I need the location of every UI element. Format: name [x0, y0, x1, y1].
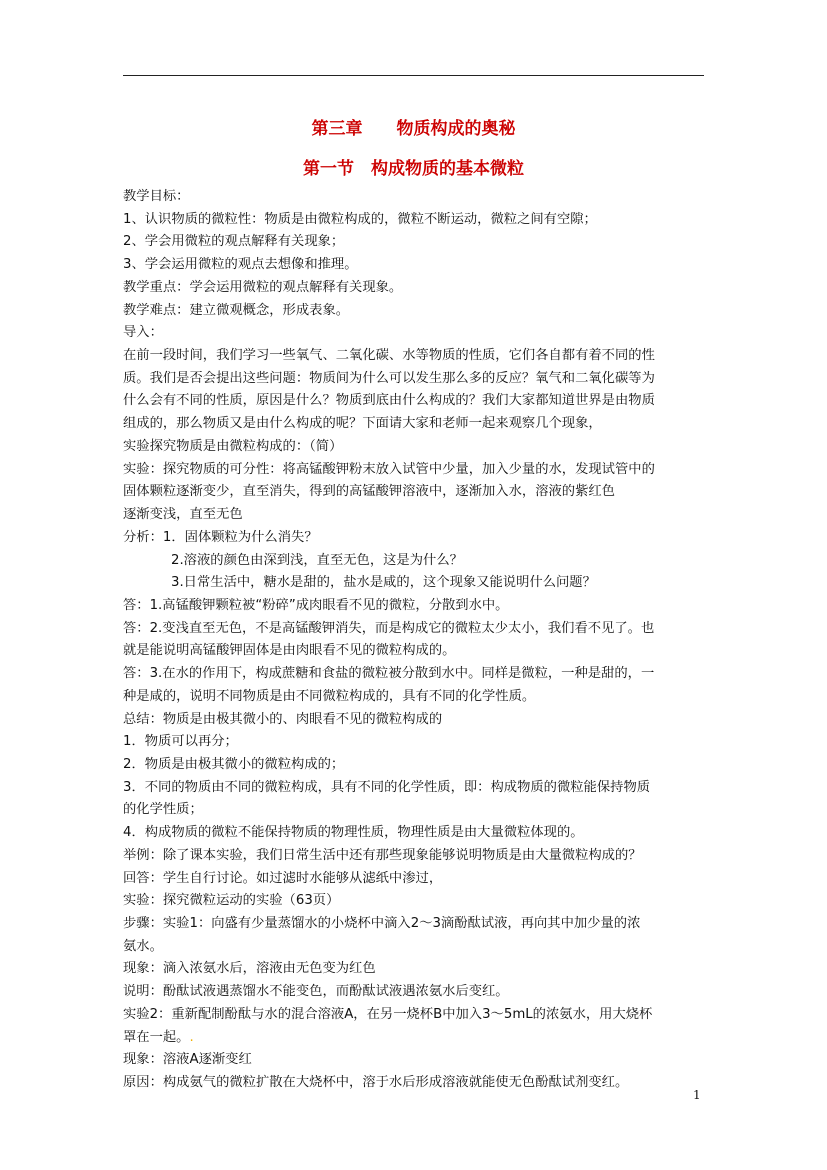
- text-line: 实验2：重新配制酚酞与水的混合溶液A，在另一烧杯B中加入3～5mL的浓氨水，用大烧杯: [123, 1006, 653, 1022]
- chapter-title: 第三章 物质构成的奥秘: [311, 119, 516, 139]
- text-line: 3．不同的物质由不同的微粒构成，具有不同的化学性质，即：构成物质的微粒能保持物质: [123, 779, 651, 795]
- text-line: 罩在一起。: [123, 1029, 190, 1045]
- text-line: 举例：除了课本实验，我们日常生活中还有那些现象能够说明物质是由大量微粒构成的？: [123, 847, 642, 863]
- text-line: 教学目标：: [123, 189, 190, 204]
- text-line: 2．物质是由极其微小的微粒构成的；: [123, 756, 345, 772]
- header-rule: [123, 75, 704, 76]
- text-line: 答：1.高锰酸钾颗粒被“粉碎”成肉眼看不见的微粒，分散到水中。: [123, 597, 509, 613]
- document-body: [123, 186, 713, 1095]
- text-line: 教学重点：学会运用微粒的观点解释有关现象。: [123, 279, 403, 295]
- text-line: 回答：学生自行讨论。如过滤时水能够从滤纸中渗过，: [123, 870, 443, 886]
- text-line: 质。我们是否会提出这些问题：物质间为什么可以发生那么多的反应？氧气和二氧化碳等为: [123, 370, 655, 386]
- text-line: 教学难点：建立微观概念，形成表象。: [123, 302, 350, 318]
- text-line: 步骤：实验1：向盛有少量蒸馏水的小烧杯中滴入2～3滴酚酞试液，再向其中加少量的浓: [123, 916, 641, 931]
- text-line-indented: 2.溶液的颜色由深到浅，直至无色，这是为什么？: [171, 552, 463, 568]
- text-line: 种是咸的，说明不同物质是由不同微粒构成的，具有不同的化学性质。: [123, 688, 536, 704]
- text-line: 固体颗粒逐渐变少，直至消失，得到的高锰酸钾溶液中，逐渐加入水，溶液的紫红色: [123, 484, 615, 500]
- text-line: 实验：探究微粒运动的实验（63页）: [123, 893, 340, 909]
- text-line: 原因：构成氨气的微粒扩散在大烧杯中，溶于水后形成溶液就能使无色酚酞试剂变红。: [123, 1075, 629, 1091]
- text-line: 的化学性质；: [123, 802, 203, 818]
- text-line: 说明：酚酞试液遇蒸馏水不能变色，而酚酞试液遇浓氨水后变红。: [123, 984, 509, 1000]
- text-line: 3、学会运用微粒的观点去想像和推理。: [123, 257, 358, 273]
- text-line: 导入：: [123, 325, 163, 341]
- section-title: 第一节 构成物质的基本微粒: [303, 159, 524, 179]
- text-line: 现象：溶液A逐渐变红: [123, 1052, 252, 1068]
- text-line: 实验：探究物质的可分性：将高锰酸钾粉末放入试管中少量，加入少量的水，发现试管中的: [123, 461, 655, 477]
- text-line: 就是能说明高锰酸钾固体是由肉眼看不见的微粒构成的。: [123, 643, 456, 659]
- orange-dot: .: [189, 1029, 194, 1045]
- text-line: 2、学会用微粒的观点解释有关现象；: [123, 234, 345, 250]
- text-line: 什么会有不同的性质，原因是什么？物质到底由什么构成的？我们大家都知道世界是由物质: [123, 393, 655, 409]
- text-line: 1．物质可以再分；: [123, 734, 238, 750]
- text-line: 现象：滴入浓氨水后，溶液由无色变为红色: [123, 961, 376, 977]
- text-line: 1、认识物质的微粒性：物质是由微粒构成的，微粒不断运动，微粒之间有空隙；: [123, 211, 597, 227]
- text-line: 组成的，那么物质又是由什么构成的呢？下面请大家和老师一起来观察几个现象，: [123, 416, 602, 432]
- text-line: 4．构成物质的微粒不能保持物质的物理性质，物理性质是由大量微粒体现的。: [123, 825, 584, 841]
- text-line: 在前一段时间，我们学习一些氧气、二氧化碳、水等物质的性质，它们各自都有着不同的性: [123, 348, 655, 364]
- text-line-indented: 3.日常生活中，糖水是甜的，盐水是咸的，这个现象又能说明什么问题？: [171, 575, 596, 591]
- text-line: 答：3.在水的作用下，构成蔗糖和食盐的微粒被分散到水中。同样是微粒，一种是甜的，一: [123, 666, 655, 682]
- text-line: 分析：1．固体颗粒为什么消失？: [123, 529, 318, 545]
- text-line: 答：2.变浅直至无色，不是高锰酸钾消失，而是构成它的微粒太少太小，我们看不见了。也: [123, 620, 655, 636]
- text-line: 总结：物质是由极其微小的、肉眼看不见的微粒构成的: [123, 711, 443, 727]
- text-line: 逐渐变浅，直至无色: [123, 507, 243, 523]
- text-line: 氨水。: [123, 938, 163, 954]
- text-line-with-dot: [123, 1027, 713, 1050]
- text-line: 实验探究物质是由微粒构成的：（简）: [123, 438, 343, 454]
- page-number: 1: [693, 1088, 701, 1102]
